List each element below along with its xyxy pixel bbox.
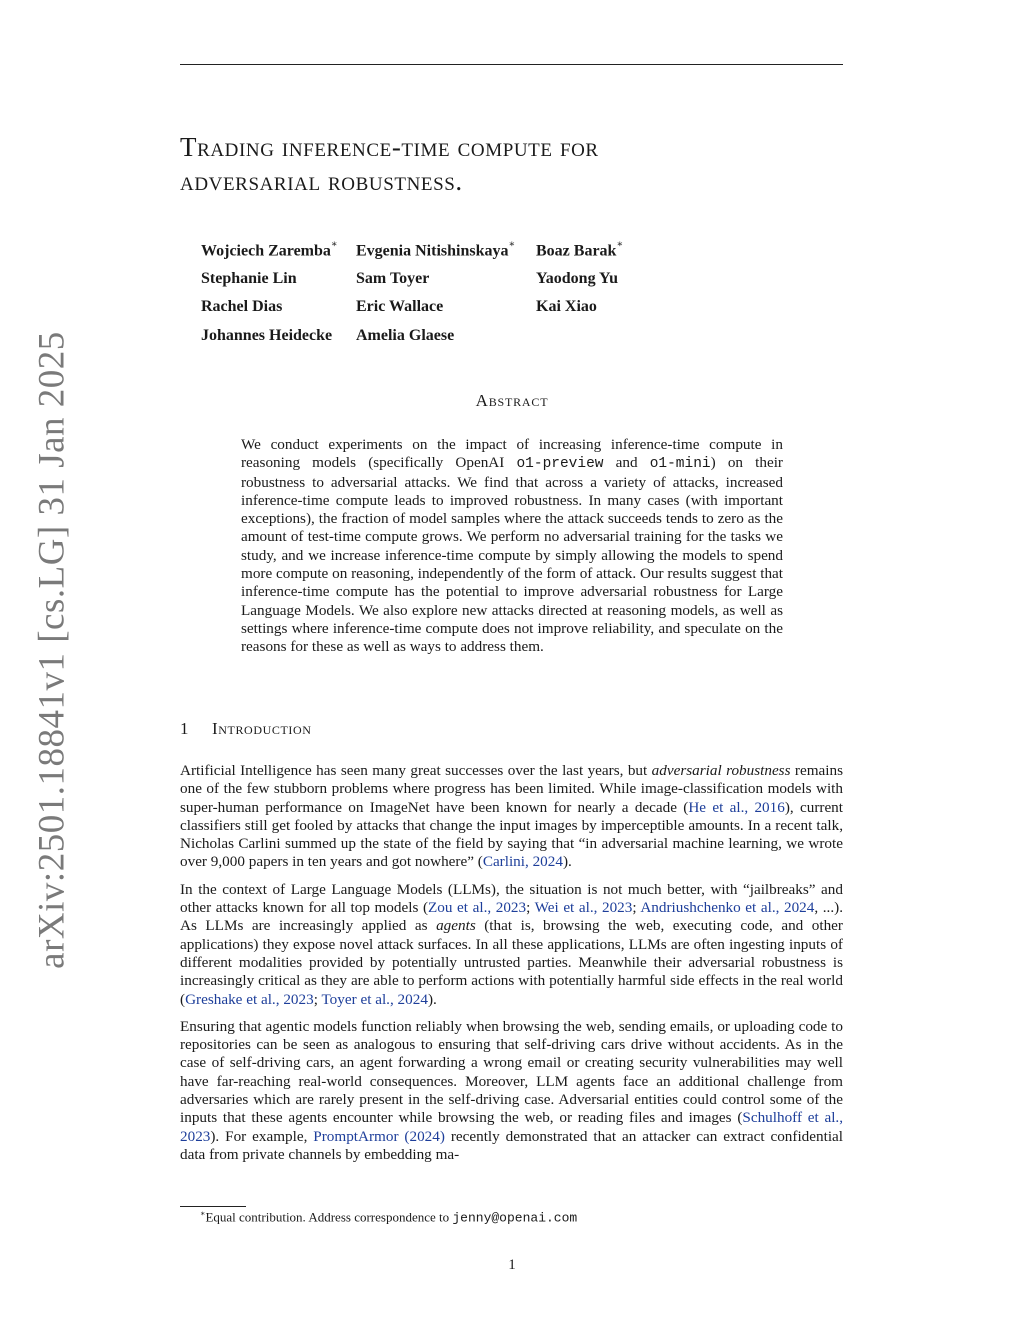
title-line-1: Trading inference-time compute for <box>180 132 599 162</box>
author: Amelia Glaese <box>356 326 455 344</box>
author-row <box>201 322 646 351</box>
arxiv-identifier: arXiv:2501.18841v1 [cs.LG] 31 Jan 2025 <box>31 331 73 969</box>
abstract-body: We conduct experiments on the impact of increasing inference-time compute in reasoning models (specifically OpenAI o1-preview and o1-mini) on their robustness to adversarial attacks. We find that across a variety of attacks, increased inference-time compute leads to improved robustness. In many cases (with important exceptions), the fraction of model samples where the attack succeeds tends to zero as the amount of test-time compute grows. We perform no adversarial training for the tasks we study, and we increase inference-time compute by simply allowing the models to spend more compute on reasoning, independently of the form of attack. Our results suggest that inference-time compute has the potential to improve adversarial robustness for Large Language Models. We also explore new attacks directed at reasoning models, as well as settings where inference-time compute does not improve reliability, and speculate on the reasons for these as well as ways to address them. <box>241 436 783 656</box>
section-title: Introduction <box>212 719 312 738</box>
footnote: ∗Equal contribution. Address correspondence to jenny@openai.com <box>200 1209 578 1226</box>
citation-link[interactable]: Carlini, 2024 <box>482 853 563 871</box>
citation-link[interactable]: Schulhoff et al., 2023 <box>180 1109 844 1145</box>
author: Eric Wallace <box>356 298 444 316</box>
paper-title <box>180 130 843 198</box>
model-name: o1-preview <box>516 456 604 473</box>
paragraph: Artificial Intelligence has seen many great successes over the last years, but adversarial robustness remains one of the few stubborn problems where progress has been limited. While image-classification models with super-human performance on ImageNet have been known for nearly a decade (He et al., 2016), current classifiers still get fooled by attacks that change the input images by imperceptible amounts. In a recent talk, Nicholas Carlini summed up the state of the field by saying that “in adversarial machine learning, we wrote over 9,000 papers in ten years and got nowhere” (Carlini, 2024). <box>180 762 844 871</box>
author-row <box>201 265 646 294</box>
author: Wojciech Zaremba∗ <box>201 238 338 259</box>
paragraph: Ensuring that agentic models function reliably when browsing the web, sending emails, or uploading code to repositories can be seen as analogous to ensuring that self-driving cars drive without accidents. As in the case of self-driving cars, an agent forwarding a wrong email or creating security vulnerabilities may well have far-reaching real-world consequences. Moreover, LLM agents face an additional challenge from adversaries which are rarely present in the self-driving case. Adversarial entities could control some of the inputs that these agents encounter while browsing the web, or reading files and images (Schulhoff et al., 2023). For example, PromptArmor (2024) recently demonstrated that an attacker can extract confidential data from private channels by embedding ma- <box>180 1017 844 1163</box>
section-heading <box>180 719 312 739</box>
top-rule <box>180 64 843 65</box>
page-number: 1 <box>508 1257 516 1273</box>
footnote-rule <box>180 1206 246 1207</box>
citation-link[interactable]: He et al., 2016 <box>688 798 785 816</box>
author: Yaodong Yu <box>536 269 618 287</box>
author-row <box>201 293 646 322</box>
author: Johannes Heidecke <box>201 326 333 344</box>
author-list <box>201 236 646 350</box>
contact-email[interactable]: jenny@openai.com <box>452 1210 578 1226</box>
citation-link[interactable]: Wei et al., 2023 <box>534 899 633 917</box>
citation-link[interactable]: Toyer et al., 2024 <box>321 990 428 1008</box>
author: Stephanie Lin <box>201 269 297 287</box>
title-line-2: adversarial robustness. <box>180 166 463 196</box>
author: Boaz Barak∗ <box>536 238 624 259</box>
model-name: o1-mini <box>649 456 711 473</box>
author: Kai Xiao <box>536 298 597 316</box>
introduction-body <box>180 762 843 1173</box>
author: Evgenia Nitishinskaya∗ <box>356 238 516 259</box>
section-number: 1 <box>180 719 190 738</box>
citation-link[interactable]: PromptArmor (2024) <box>313 1127 445 1145</box>
author: Rachel Dias <box>201 298 283 316</box>
abstract-heading: Abstract <box>475 391 549 410</box>
citation-link[interactable]: Andriushchenko et al., 2024 <box>640 899 815 917</box>
paragraph: In the context of Large Language Models (LLMs), the situation is not much better, with “jailbreaks” and other attacks known for all top models (Zou et al., 2023; Wei et al., 2023; Andriushchenko et al., 2024, ...). As LLMs are increasingly applied as agents (that is, browsing the web, executing code, and other applications) they expose novel attack surfaces. In all these applications, LLMs are often ingesting inputs of different modalities provided by potentially untrusted parties. Meanwhile their adversarial robustness is increasingly critical as they are able to perform actions with potentially harmful side effects in the real world (Greshake et al., 2023; Toyer et al., 2024). <box>180 880 843 1008</box>
author-row <box>201 236 646 265</box>
citation-link[interactable]: Zou et al., 2023 <box>428 899 527 917</box>
author: Sam Toyer <box>356 269 430 287</box>
citation-link[interactable]: Greshake et al., 2023 <box>185 990 314 1008</box>
